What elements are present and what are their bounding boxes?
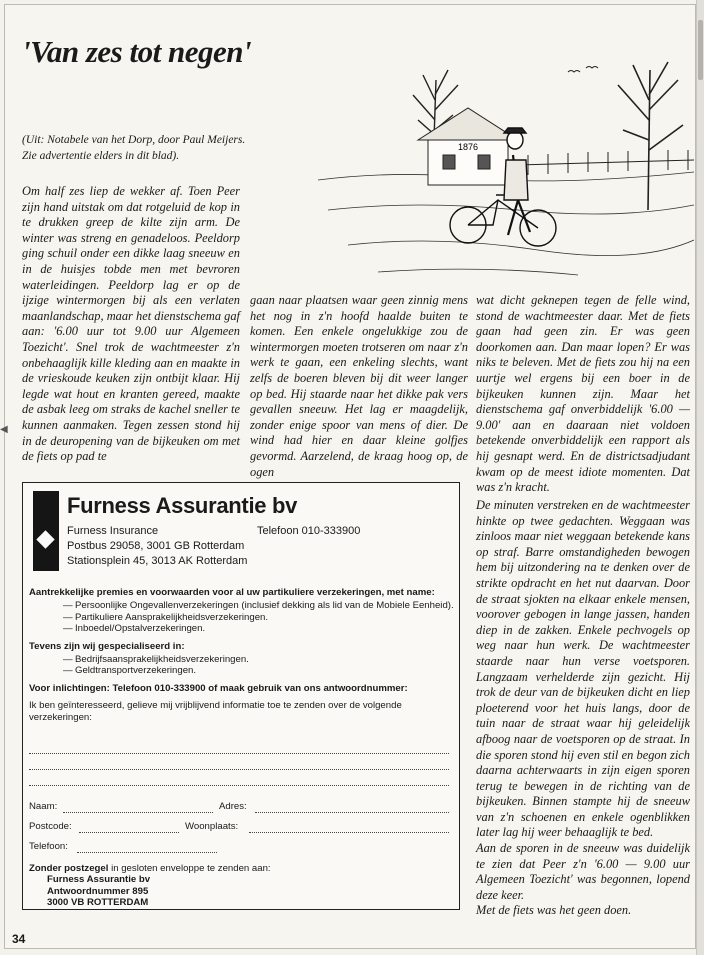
- article-column-3-continued: [476, 498, 690, 919]
- ad-intro-heading: Aantrekkelijke premies en voorwaarden voor al uw partikuliere verzekeringen, met name:: [29, 587, 435, 598]
- ad-postbus: Postbus 29058, 3001 GB Rotterdam: [67, 540, 245, 552]
- column-3b-paragraph-3: Met de fiets was het geen doen.: [476, 903, 632, 918]
- ad-company-subtitle: Furness Insurance: [67, 525, 159, 537]
- house-year: 1876: [457, 142, 479, 152]
- list-item: — Persoonlijke Ongevallenverzekeringen (inclusief dekking als lid van de Mobiele Eenheid).: [63, 600, 455, 611]
- coupon-line[interactable]: [29, 769, 449, 770]
- list-item: — Bedrijfsaansprakelijkheidsverzekeringen.: [63, 654, 455, 665]
- postcode-field[interactable]: [79, 832, 179, 833]
- scrollbar-thumb[interactable]: [698, 20, 703, 80]
- postage-text: [29, 863, 271, 874]
- reply-address-line-1: Furness Assurantie bv: [47, 874, 151, 886]
- ad-list-special: [63, 654, 455, 677]
- column-2-text: gaan naar plaatsen waar geen zinnig mens het nog in z'n hoofd haalde buiten te komen. Een enkele ongelukkige zou de wintermorgen moeten trotseren om naar z'n werk te gaan, een enkeling slechts, want zelfs de boeren bleven bij dit weer langer op bed. Hij staarde naar het dikke pak vers gevallen sneeuw. Het lag er maagdelijk, zonder enige spoor van mens of dier. De wind had hier en daar kleine golfjes gevormd. Aarzelend, de kraag hoog op, de ogen: [250, 293, 468, 479]
- ad-info-heading: Voor inlichtingen: Telefoon 010-333900 of maak gebruik van ons antwoordnummer:: [29, 682, 408, 694]
- previous-page-arrow-icon[interactable]: ◀: [0, 424, 8, 435]
- ad-body: [29, 587, 455, 723]
- company-logo-icon: [33, 491, 59, 571]
- ad-reply-block: [29, 863, 271, 909]
- postage-rest: in gesloten enveloppe te zenden aan:: [108, 863, 271, 874]
- column-3b-paragraph-1: De minuten verstreken en de wachtmeester hinkte op twee gedachten. Weggaan was zinloos maar niet weggaan betekende kans op straf. Barre omstandigheden bewogen hem bij uitzondering na te denken over de strikte opdracht en het nut daarvan. Door de straat sjokten na elkaar enkele mensen, voorover gebogen in lange jassen, handen diep in de zakken. Enkele pechvogels op weg naar hun werk. De wachtmeester staarde naar hun verse voetsporen. Langzaam verhelderde zijn gezicht. Hij trok de deur van de bijkeuken dicht en liep ploeterend voor het huis langs, door de tuin naar de straat waar hij geleidelijk afboog naar de voetsporen op de straat. In die sporen stond hij even stil en begon zich daarna achterwaarts in zijn eigen sporen terug te bewegen in de richting van de bijkeuken. Binnen stampte hij de sneeuw van z'n schoenen en enkele ogenblikken later lag hij weer behaaglijk te bed.: [476, 498, 690, 840]
- name-label: Naam:: [29, 801, 58, 812]
- column-3-text: wat dicht geknepen tegen de felle wind, stond de wachtmeester daar. Met de fiets gaan had geen zin. Er was geen doorkomen aan. Dan maar lopen? Er was niks te beleven. Met de fiets zou hij na een uurtje wel ergens bij een boer in de bijkeuken kunnen zijn. Maar het dienstschema gaf onverbiddelijk '6.00 — 9.00' aan en daaraan niet voldoen betekende onverbiddelijk een rapport als hij gesnapt werd. En de districtsadjudant kwam op de meest idiote momenten. Dat was z'n kracht.: [476, 293, 690, 495]
- address-field[interactable]: [255, 812, 449, 813]
- intro-line-1: (Uit: Notabele van het Dorp, door Paul Meijers.: [22, 134, 246, 146]
- column-1-text: Om half zes liep de wekker af. Toen Peer zijn hand uitstak om dat rotgeluid de kop in te drukken greep de kilte zijn arm. De winter was streng en genadeloos. Peeldorp ging schuil onder een dikke laag sneeuw en in de huisjes tobde men met bevroren waterleidingen. Peeldorp lag er op de ijzige wintermorgen bij als een verlaten maanlandschap, maar het dienstschema gaf aan: '6.00 uur tot 9.00 uur Algemeen Toezicht'. Snel trok de wachtmeester z'n onbehaaglijk kille kleding aan en maakte in de vrieskoude keuken zijn ontbijt klaar. Hij legde wat hout en kranten gereed, maakte de asbak leeg om straks de kachel sneller te kunnen aanmaken. Tegen zessen stond hij in de deuropening van de bijkeuken om met de fiets op pad te: [22, 184, 240, 464]
- phone-label: Telefoon:: [29, 841, 68, 852]
- reply-address-line-2: Antwoordnummer 895: [47, 885, 149, 897]
- intro-line-2: Zie advertentie elders in dit blad).: [22, 150, 180, 162]
- list-item: — Partikuliere Aansprakelijkheidsverzekeringen.: [63, 612, 455, 623]
- postage-heading: Zonder postzegel: [29, 863, 109, 874]
- city-field[interactable]: [249, 832, 449, 833]
- ad-special-heading: Tevens zijn wij gespecialiseerd in:: [29, 640, 185, 652]
- list-item: — Geldtransportverzekeringen.: [63, 665, 455, 676]
- page-number: 34: [12, 932, 26, 946]
- scrollbar[interactable]: [696, 0, 704, 955]
- name-field[interactable]: [63, 812, 213, 813]
- article-column-1: [22, 184, 240, 465]
- coupon-line[interactable]: [29, 753, 449, 754]
- ad-station-address: Stationsplein 45, 3013 AK Rotterdam: [67, 555, 248, 567]
- article-column-2: [250, 293, 468, 480]
- phone-field[interactable]: [77, 852, 217, 853]
- insurance-advertisement: [22, 482, 460, 910]
- city-label: Woonplaats:: [185, 821, 239, 832]
- column-3b-paragraph-2: Aan de sporen in de sneeuw was duidelijk te zien dat Peer z'n '6.00 — 9.00 uur Algemeen Toezicht' was begonnen, lopend deze keer.: [476, 841, 690, 902]
- article-title: 'Van zes tot negen': [22, 34, 252, 69]
- reply-address-line-3: 3000 VB ROTTERDAM: [47, 897, 149, 909]
- ad-interest-text: Ik ben geïnteresseerd, gelieve mij vrijblijvend informatie toe te zenden over de volgende verzekeringen:: [29, 700, 402, 723]
- ad-list-private: [63, 600, 455, 634]
- coupon-line[interactable]: [29, 785, 449, 786]
- winter-illustration: [318, 60, 694, 285]
- ad-phone: Telefoon 010-333900: [257, 525, 361, 537]
- intro-citation: [22, 132, 322, 164]
- list-item: — Inboedel/Opstalverzekeringen.: [63, 623, 455, 634]
- postcode-label: Postcode:: [29, 821, 72, 832]
- article-column-3: [476, 293, 690, 496]
- ad-company-name: Furness Assurantie bv: [67, 493, 298, 518]
- address-label: Adres:: [219, 801, 247, 812]
